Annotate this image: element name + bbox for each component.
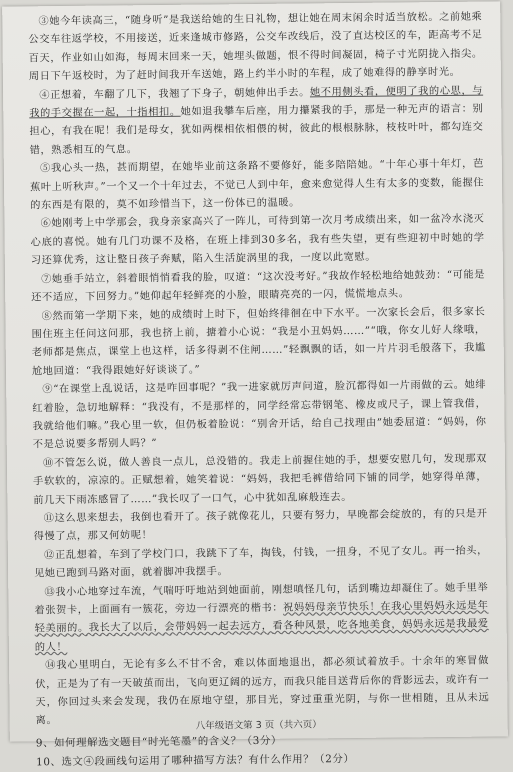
text-run: ⑩不管怎么说，做人善良一点儿，总没错的。我走上前握住她的手，想要安慰几句，发现那双手软软的，凉凉的。正赋想着，她笑着说：“妈妈，我把毛裤借给同下铺的同学，她穿得单薄，前几天下雨冻感冒了……”我长叹了一口气，心中犹如乱麻般连去。 [33,453,488,506]
page-footer: 八年级语文第 3 页（共六页） [195,719,322,732]
paragraph-p3 [28,9,483,87]
paragraph-p7 [31,266,485,308]
paragraph-p10 [33,450,488,510]
text-run: ⑦她垂手站立，斜着眼悄悄看我的脸，叹道：“这次没考好。”我故作轻松地给她鼓劲：“可能是还不适应，下回努力。”她仰起年轻鲜亮的小脸，眼睛亮亮的一闪，慌慌地点头。 [31,269,486,304]
text-run: ④正想着，车翻了几下，我翘了下身子，朝她伸出手去。 [39,87,310,101]
highlighted-sentence: 她不用侧头看，便明了我的心思，与我的手交握在一起，十指相扣。 [29,85,484,120]
text-run: ⑥她刚考上中学那会，我身亲家高兴了一阵儿，可待到第一次月考成绩出来，如一盆冷水浇灭心底的喜悦。她有几门功课不及格，在班上排到30多名，我有些失望，更有些迎初中时她的学习还算优秀，这让整日孩子奔赋，陷入生活旋涡里的我，一度以此宽慰。 [30,214,485,267]
question-9: 9、如何理解选文题目“时光笔墨”的含义？（3分） [35,734,282,750]
paragraph-p6 [30,211,485,271]
paragraph-p4 [29,82,484,160]
text-run: ⑧然而第一学期下来，她的成绩时上时下，但始终徘徊在中下水平。一次家长会后，很多家长围住班主任问这问那，我也挤上前，搪着小心说：“我是小丑妈妈……”“哦，你女儿好人缘哦，老师都是焦点，课堂上也这样，话多得剥不住闸……”轻飘飘的话，如一片片羽毛般落下，我尴尬地回道：“我得跟她好好谈谈了。” [31,306,486,378]
paragraph-p8 [31,303,486,381]
text-run: ⑨“在课堂上乱说话，这是咋回事呢？”我一进家就厉声问道，脸沉都得如一片雨做的云。她绯红着脸，急切地解释：“我没有，不是那样的，同学经常忘带钢笔、橡皮或尺子，课上管我借，我就给他们嘛。”我心里一软，但仍板着脸说：“别舍开话，给自己找理由”她委屈道：“妈妈，你不是总说要多帮别人吗？” [32,379,487,451]
text-run: ⑤我心头一热，甚而期望，在她毕业前这条路不要修好，能多陪陪她。“十年心事十年灯，芭蕉叶上听秋声。”一个又一个十年过去，不觉已人到中年，愈来愈觉得人生有太多的变数，能握住的东西是有限的，莫不如珍惜当下，这一份体已的温暖。 [30,158,485,212]
text-run: ③她今年读高三，“随身听”是我送给她的生日礼物，想让她在周末闲余时适当放松。之前她乘公交车往返学校，不用接送，近来逢城市修路，公交车改线后，没了直达校区的车，距高考不足百天，作业如山如海，每周末回来一天，她埋头做题，恨不得时间凝固，椅子寸光阴拢入指尖。周日下午返校时，为了赶时间我开车送她，路上约半小时的车程，成了她难得的静享时光。 [28,11,483,83]
text-run: ⑪这么思来想去，我倒也看开了。孩子就像花儿，只要有努力，早晚都会绽放的，有的只是开得慢了点，那又何妨呢！ [33,508,488,543]
paragraph-p5 [30,156,485,216]
paragraph-p13 [34,579,489,657]
paragraph-p9 [32,377,487,455]
text-run: ⑫正乱想着，车到了学校门口，我跳下了车，掏钱，付钱，一扭身，不见了女儿。再一抬头，见她已跑到马路对面，就着脚冲我摆手。 [34,545,488,580]
highlighted-sentence: 祝妈妈母亲节快乐！在我心里妈妈永远是年轻美丽的。我长大了以后，会带妈妈一起去远方，看各种风景，吃各地美食，妈妈永远是我最爱的人！ [34,600,489,654]
exam-sheet [2,1,508,769]
question-10: 10、选文④段画线句运用了哪种描写方法？有什么作用？（2分） [36,752,355,769]
text-run: ⑬我小心地穿过车流，气喘吁吁地站到她面前，刚想嗔怪几句，话到嘴边却凝住了。她手里举着张贺卡，上面画有一簇花，旁边一行漂亮的楷书： [34,582,489,617]
text-run: 她如退我攀车后座，用力攥紧我的手，那是一种无声的语言：别担心，有我在呢！我们是母女，犹如两棵相依相偎的树，彼此的根根脉脉，枝枝叶叶，都勾连交错，熟悉相互的气息。 [29,103,484,157]
paragraph-p11 [33,506,487,548]
text-run: ⑭我心里明白，无论有多么不甘不舍，难以体面地退出，都必须试着放手。十余年的寒冒做伏，正是为了有一天破茧而出，飞向更辽阔的远方，而我只能目送背后你的背影远去，或许有一天，你回过头来会发现，我仍在原地守望，那目光，穿过重重光阴，与你一世相随，且从未远离。 [35,655,490,727]
paragraph-p12 [34,542,488,584]
passage-body [28,9,490,772]
